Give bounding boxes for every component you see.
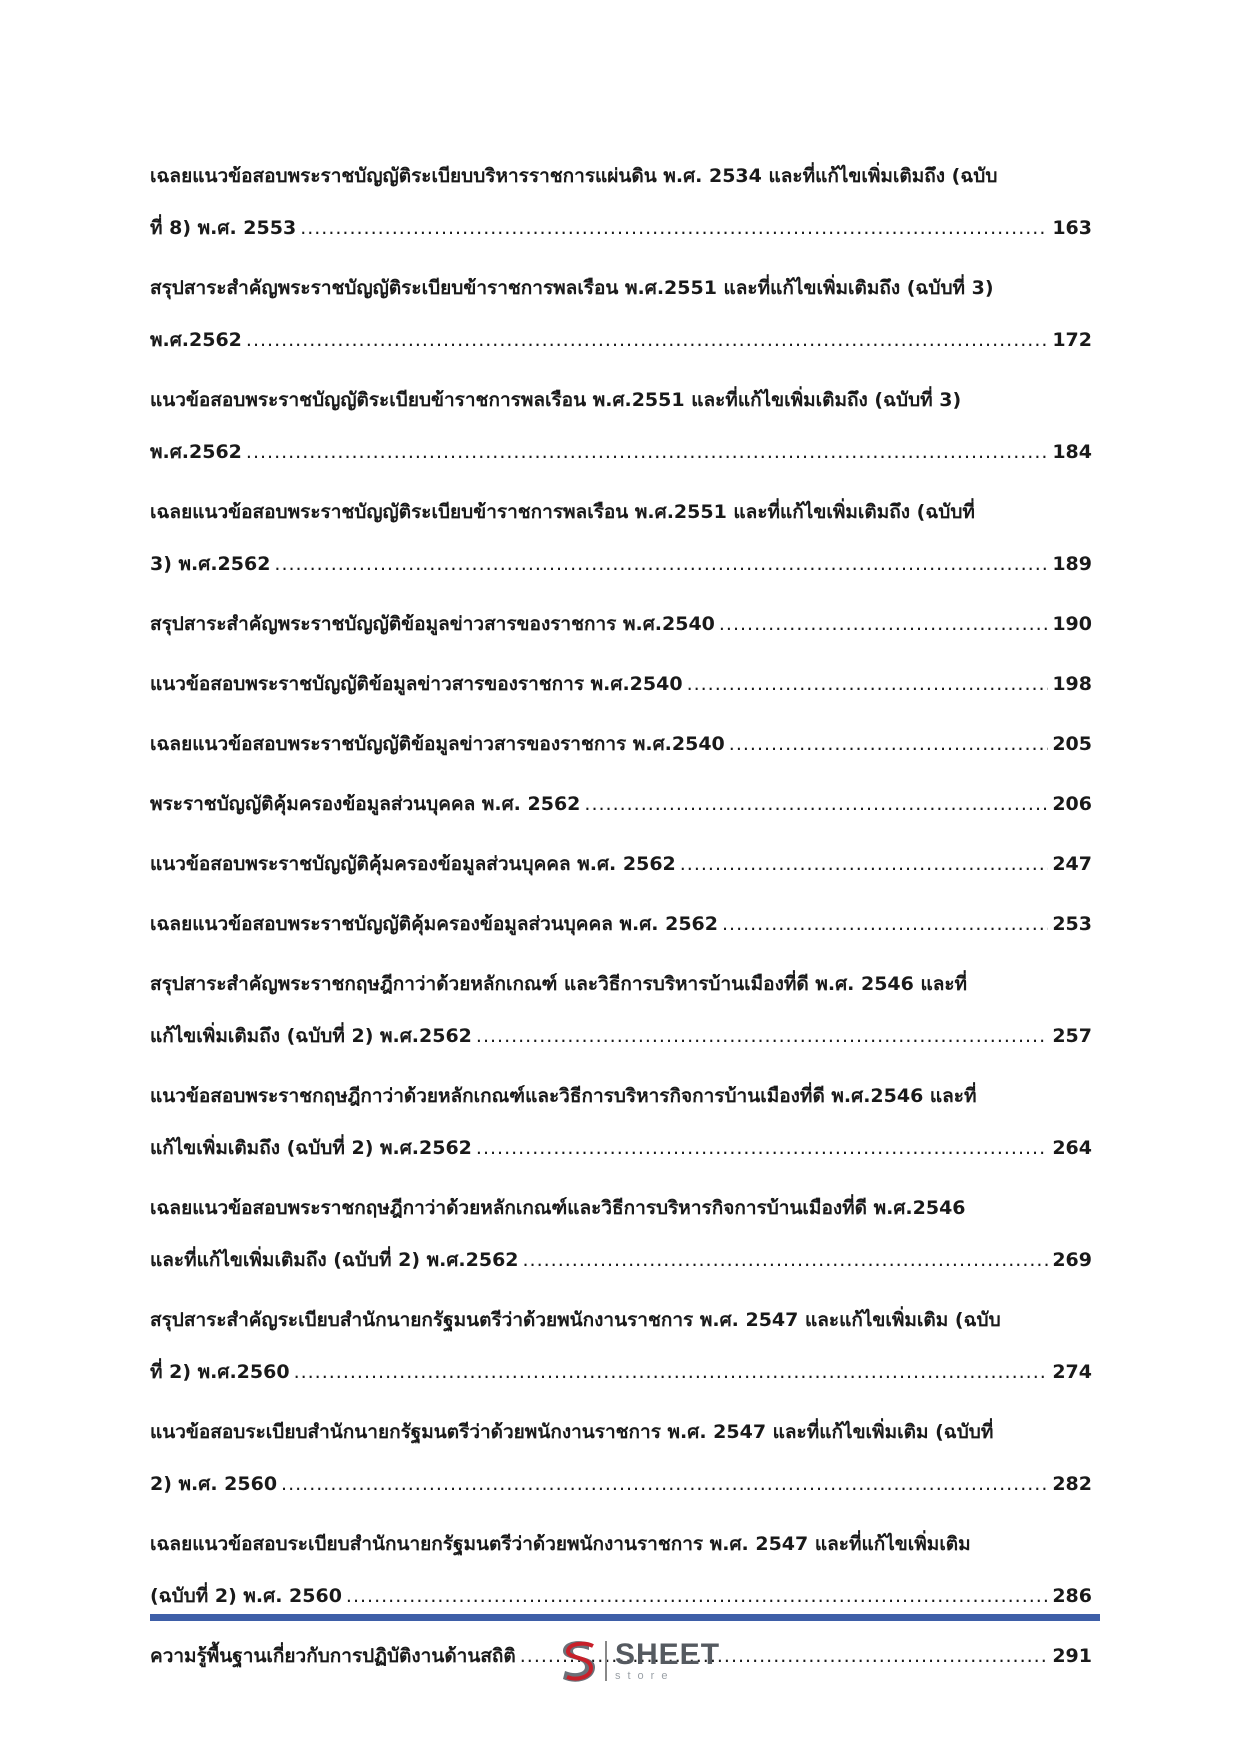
toc-entry-last-line — [150, 538, 1092, 590]
toc-entry-title-end: และที่แก้ไขเพิ่มเติมถึง (ฉบับที่ 2) พ.ศ.2562 — [150, 1249, 519, 1271]
toc-entry-last-line — [150, 1122, 1092, 1174]
toc-page-number: 253 — [1052, 913, 1092, 935]
footer-divider — [150, 1614, 1100, 1621]
dot-leader — [294, 1346, 1049, 1398]
toc-entry-last-line — [150, 1010, 1092, 1062]
toc-entry-last-line — [150, 598, 1092, 650]
toc-entry-title-line: สรุปสาระสำคัญพระราชบัญญัติระเบียบข้าราชการพลเรือน พ.ศ.2551 และที่แก้ไขเพิ่มเติมถึง (ฉบับที่ 3) — [150, 277, 994, 299]
toc-entry[interactable] — [150, 838, 1092, 890]
toc-page-number: 184 — [1052, 441, 1092, 463]
dot-leader — [476, 1122, 1048, 1174]
toc-page-number: 206 — [1052, 793, 1092, 815]
toc-entry-title-end: 2) พ.ศ. 2560 — [150, 1473, 278, 1495]
toc-entry-title-end: แก้ไขเพิ่มเติมถึง (ฉบับที่ 2) พ.ศ.2562 — [150, 1137, 472, 1159]
toc-page-number: 282 — [1052, 1473, 1092, 1495]
toc-entry-title-end: เฉลยแนวข้อสอบพระราชบัญญัติข้อมูลข่าวสารของราชการ พ.ศ.2540 — [150, 733, 725, 755]
toc-entry[interactable] — [150, 262, 1092, 366]
toc-page-number: 291 — [1052, 1645, 1092, 1667]
toc-entry-title-end: พระราชบัญญัติคุ้มครองข้อมูลส่วนบุคคล พ.ศ. 2562 — [150, 793, 581, 815]
toc-entry-title-end: (ฉบับที่ 2) พ.ศ. 2560 — [150, 1585, 342, 1607]
toc-entry[interactable] — [150, 1406, 1092, 1510]
toc-entry-last-line — [150, 426, 1092, 478]
dot-leader — [722, 898, 1048, 950]
toc-entry-last-line — [150, 1458, 1092, 1510]
table-of-contents — [150, 150, 1092, 1690]
toc-entry-last-line — [150, 202, 1092, 254]
toc-entry-title-line: แนวข้อสอบพระราชบัญญัติระเบียบข้าราชการพลเรือน พ.ศ.2551 และที่แก้ไขเพิ่มเติมถึง (ฉบับที่ 3) — [150, 389, 962, 411]
dot-leader — [584, 778, 1048, 830]
dot-leader — [523, 1234, 1049, 1286]
dot-leader — [680, 838, 1049, 890]
dot-leader — [246, 426, 1048, 478]
toc-entry-title-end: สรุปสาระสำคัญพระราชบัญญัติข้อมูลข่าวสารของราชการ พ.ศ.2540 — [150, 613, 715, 635]
toc-page-number: 264 — [1052, 1137, 1092, 1159]
toc-page-number: 274 — [1052, 1361, 1092, 1383]
logo-subword: store — [615, 1670, 675, 1682]
toc-entry-title-line: เฉลยแนวข้อสอบพระราชบัญญัติระเบียบบริหารราชการแผ่นดิน พ.ศ. 2534 และที่แก้ไขเพิ่มเติมถึง (ฉบับ — [150, 165, 998, 187]
toc-entry-title-end: 3) พ.ศ.2562 — [150, 553, 271, 575]
dot-leader — [729, 718, 1049, 770]
logo-text — [615, 1640, 720, 1682]
toc-page-number: 198 — [1052, 673, 1092, 695]
dot-leader — [281, 1458, 1048, 1510]
toc-entry[interactable] — [150, 1182, 1092, 1286]
toc-entry-title-line: สรุปสาระสำคัญระเบียบสำนักนายกรัฐมนตรีว่าด้วยพนักงานราชการ พ.ศ. 2547 และแก้ไขเพิ่มเติม (ฉบับ — [150, 1309, 1001, 1331]
toc-page-number: 190 — [1052, 613, 1092, 635]
toc-entry-last-line — [150, 838, 1092, 890]
toc-page-number: 172 — [1052, 329, 1092, 351]
dot-leader — [719, 598, 1048, 650]
toc-entry-title-end: แนวข้อสอบพระราชบัญญัติข้อมูลข่าวสารของราชการ พ.ศ.2540 — [150, 673, 683, 695]
sheet-s-logo-icon — [555, 1637, 599, 1685]
dot-leader — [300, 202, 1048, 254]
toc-entry-last-line — [150, 1234, 1092, 1286]
toc-page-number: 189 — [1052, 553, 1092, 575]
toc-entry-title-line: เฉลยแนวข้อสอบพระราชบัญญัติระเบียบข้าราชการพลเรือน พ.ศ.2551 และที่แก้ไขเพิ่มเติมถึง (ฉบับที่ — [150, 501, 975, 523]
toc-entry-title-end: เฉลยแนวข้อสอบพระราชบัญญัติคุ้มครองข้อมูลส่วนบุคคล พ.ศ. 2562 — [150, 913, 718, 935]
toc-entry-title-end: พ.ศ.2562 — [150, 441, 242, 463]
toc-entry-title-end: ที่ 8) พ.ศ. 2553 — [150, 217, 297, 239]
toc-entry-title-end: แก้ไขเพิ่มเติมถึง (ฉบับที่ 2) พ.ศ.2562 — [150, 1025, 472, 1047]
toc-entry-last-line — [150, 314, 1092, 366]
toc-entry[interactable] — [150, 150, 1092, 254]
toc-entry-title-line: เฉลยแนวข้อสอบระเบียบสำนักนายกรัฐมนตรีว่าด้วยพนักงานราชการ พ.ศ. 2547 และที่แก้ไขเพิ่มเติม — [150, 1533, 971, 1555]
toc-entry[interactable] — [150, 598, 1092, 650]
toc-entry-last-line — [150, 1346, 1092, 1398]
toc-entry-title-end: ที่ 2) พ.ศ.2560 — [150, 1361, 290, 1383]
toc-entry[interactable] — [150, 658, 1092, 710]
toc-page-number: 257 — [1052, 1025, 1092, 1047]
toc-page-number: 286 — [1052, 1585, 1092, 1607]
toc-page-number: 163 — [1052, 217, 1092, 239]
toc-entry[interactable] — [150, 374, 1092, 478]
toc-entry[interactable] — [150, 1070, 1092, 1174]
toc-entry[interactable] — [150, 1294, 1092, 1398]
toc-entry-title-line: แนวข้อสอบพระราชกฤษฎีกาว่าด้วยหลักเกณฑ์และวิธีการบริหารกิจการบ้านเมืองที่ดี พ.ศ.2546 และที่ — [150, 1085, 977, 1107]
sheet-store-logo — [555, 1636, 720, 1686]
logo-separator — [605, 1641, 607, 1681]
toc-entry[interactable] — [150, 486, 1092, 590]
toc-entry[interactable] — [150, 958, 1092, 1062]
toc-entry[interactable] — [150, 778, 1092, 830]
toc-entry-title-line: เฉลยแนวข้อสอบพระราชกฤษฎีกาว่าด้วยหลักเกณฑ์และวิธีการบริหารกิจการบ้านเมืองที่ดี พ.ศ.2546 — [150, 1197, 966, 1219]
toc-entry-last-line — [150, 658, 1092, 710]
toc-entry-title-end: แนวข้อสอบพระราชบัญญัติคุ้มครองข้อมูลส่วนบุคคล พ.ศ. 2562 — [150, 853, 676, 875]
toc-page-number: 205 — [1052, 733, 1092, 755]
toc-entry-title-end: พ.ศ.2562 — [150, 329, 242, 351]
dot-leader — [687, 658, 1049, 710]
dot-leader — [274, 538, 1048, 590]
logo-word: SHEET — [615, 1638, 721, 1671]
toc-page-number: 247 — [1052, 853, 1092, 875]
toc-entry[interactable] — [150, 898, 1092, 950]
dot-leader — [476, 1010, 1048, 1062]
toc-entry-title-end: ความรู้พื้นฐานเกี่ยวกับการปฏิบัติงานด้านสถิติ — [150, 1645, 516, 1667]
toc-entry-last-line — [150, 898, 1092, 950]
toc-entry[interactable] — [150, 718, 1092, 770]
toc-entry-last-line — [150, 778, 1092, 830]
dot-leader — [246, 314, 1048, 366]
toc-entry-title-line: สรุปสาระสำคัญพระราชกฤษฎีกาว่าด้วยหลักเกณฑ์ และวิธีการบริหารบ้านเมืองที่ดี พ.ศ. 2546 และที่ — [150, 973, 968, 995]
toc-entry-last-line — [150, 718, 1092, 770]
toc-entry[interactable] — [150, 1518, 1092, 1622]
toc-page-number: 269 — [1052, 1249, 1092, 1271]
toc-entry-title-line: แนวข้อสอบระเบียบสำนักนายกรัฐมนตรีว่าด้วยพนักงานราชการ พ.ศ. 2547 และที่แก้ไขเพิ่มเติม (ฉบับที่ — [150, 1421, 994, 1443]
